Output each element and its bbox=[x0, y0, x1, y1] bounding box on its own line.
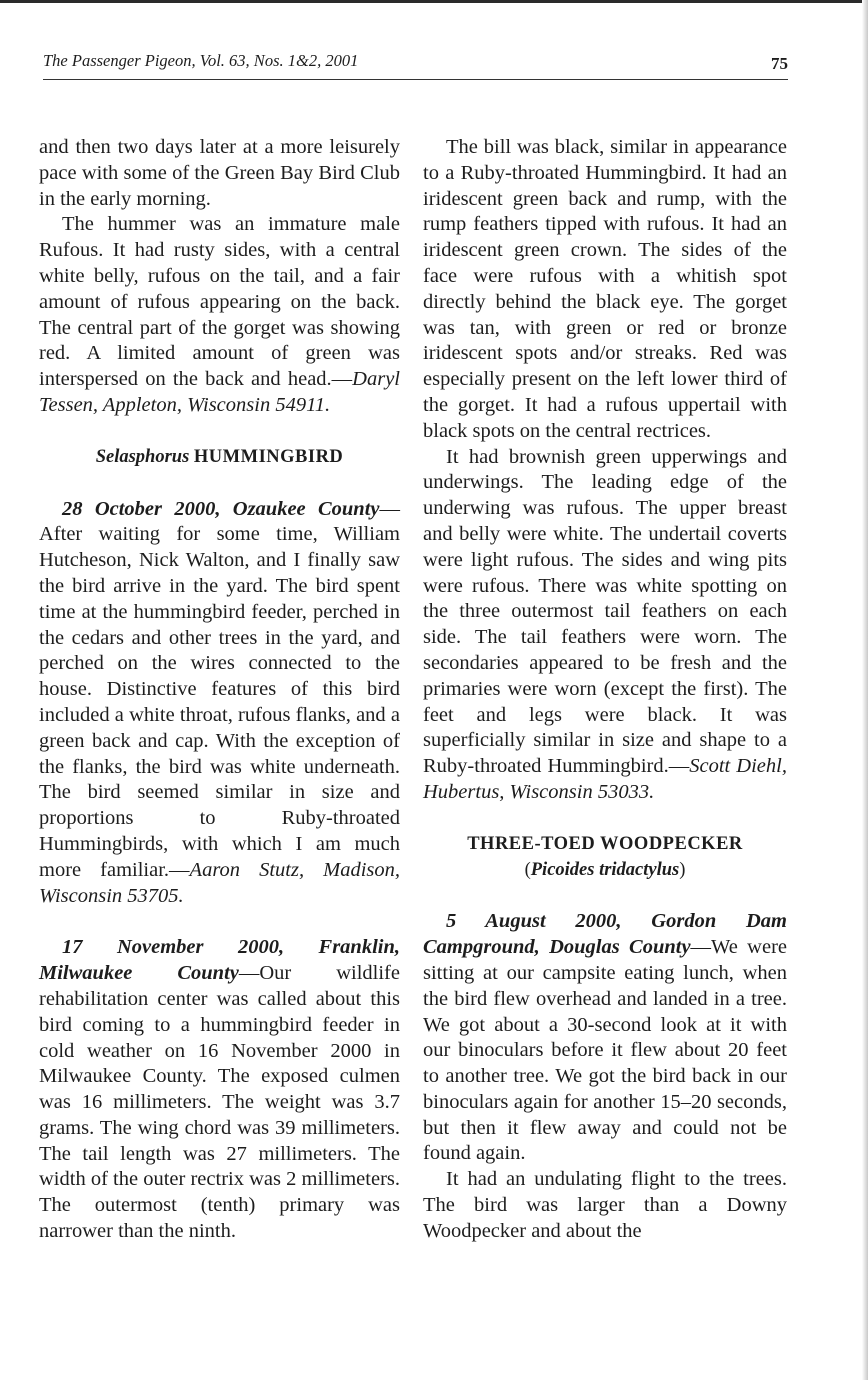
species-heading-three-toed-woodpecker bbox=[423, 832, 787, 884]
paragraph: It had an undulating flight to the trees. The bird was larger than a Downy Woodpecker and about the bbox=[423, 1168, 787, 1242]
heading-common-name: THREE-TOED WOODPECKER bbox=[467, 833, 743, 854]
running-header bbox=[43, 51, 788, 80]
paragraph-body: The hummer was an immature male Rufous. It had rusty sides, with a central white belly, rufous on the tail, and a fair amount of rufous appearing on the back. The central part of the gorget was showing red. A limited amount of green was interspersed on the back and head.— bbox=[39, 213, 400, 391]
author-signature: Daryl Tessen, Appleton, Wisconsin 54911. bbox=[39, 368, 400, 416]
heading-genus: Selasphorus bbox=[95, 446, 190, 467]
heading-latin-name: Picoides tridactylus bbox=[530, 859, 680, 880]
paragraph bbox=[423, 445, 787, 806]
page-edge-shadow bbox=[862, 0, 868, 1380]
record-body: —After waiting for some time, William Hutcheson, Nick Walton, and I finally saw the bird arrive in the yard. The bird spent time at the hummingbird feeder, perched in the cedars and other trees in the yard, and perched on the wires connected to the house. Distinctive features of this bird included a white throat, rufous flanks, and a green back and cap. With the exception of the flanks, the bird was white underneath. The bird seemed similar in size and proportions to Ruby-throated Hummingbirds, with which I am much more familiar.— bbox=[39, 497, 400, 881]
right-column bbox=[423, 135, 787, 1245]
author-signature: Scott Diehl, Hubertus, Wisconsin 53033. bbox=[423, 755, 787, 803]
close-paren: ) bbox=[679, 859, 686, 880]
species-heading-selasphorus bbox=[39, 445, 400, 471]
heading-latin-line bbox=[423, 858, 787, 884]
paragraph: The bill was black, similar in appearance to a Ruby-throated Hummingbird. It had an iridescent green back and rump, with the rump feathers tipped with rufous. It had an iridescent green crown. The sides of the face were rufous with a whitish spot directly behind the black eye. The gorget was tan, with green or red or bronze iridescent spots and/or streaks. Red was especially present on the left lower third of the gorget. It had a rufous uppertail with black spots on the central rectrices. bbox=[423, 136, 787, 442]
top-edge-rule bbox=[0, 0, 868, 3]
record-date-location: 17 November 2000, Franklin, Milwaukee County bbox=[39, 936, 400, 985]
open-paren: ( bbox=[524, 859, 531, 880]
record-body: —Our wildlife rehabilitation center was called about this bird coming to a hummingbird feeder in cold weather on 16 November 2000 in Milwaukee County. The exposed culmen was 16 millimeters. The weight was 3.7 grams. The wing chord was 39 millimeters. The tail length was 27 millimeters. The width of the outer rectrix was 2 millimeters. The outermost (tenth) primary was narrower than the ninth. bbox=[39, 962, 400, 1243]
record-entry bbox=[39, 935, 400, 1245]
record-date-location: 28 October 2000, Ozaukee County bbox=[62, 497, 380, 520]
record-entry bbox=[39, 497, 400, 910]
heading-common-name: HUMMINGBIRD bbox=[193, 446, 344, 467]
paragraph: and then two days later at a more leisurely pace with some of the Green Bay Bird Club in the early morning. bbox=[39, 136, 400, 210]
record-entry bbox=[423, 909, 787, 1167]
left-column bbox=[39, 135, 400, 1245]
record-date-location: 5 August 2000, Gordon Dam Campground, Douglas County bbox=[423, 910, 787, 959]
author-signature: Aaron Stutz, Madison, Wisconsin 53705. bbox=[39, 858, 400, 907]
paragraph-body: It had brownish green upperwings and underwings. The leading edge of the underwing was rufous. The upper breast and belly were white. The undertail coverts were light rufous. The sides and wing pits were rufous. There was white spotting on the three outermost tail feathers on each side. The tail feathers were worn. The secondaries appeared to be fresh and the primaries were worn (except the first). The feet and legs were black. It was superficially similar in size and shape to a Ruby-throated Hummingbird.— bbox=[423, 445, 787, 778]
paragraph bbox=[39, 212, 400, 418]
page-number: 75 bbox=[771, 54, 788, 73]
record-body: —We were sitting at our campsite eating lunch, when the bird flew overhead and landed in a tree. We got about a 30-second look at it with our binoculars before it flew about 20 feet to another tree. We got the bird back in our binoculars again for another 15–20 seconds, but then it flew away and could not be found again. bbox=[423, 936, 787, 1165]
journal-citation: The Passenger Pigeon, Vol. 63, Nos. 1&2, 2001 bbox=[43, 51, 359, 70]
